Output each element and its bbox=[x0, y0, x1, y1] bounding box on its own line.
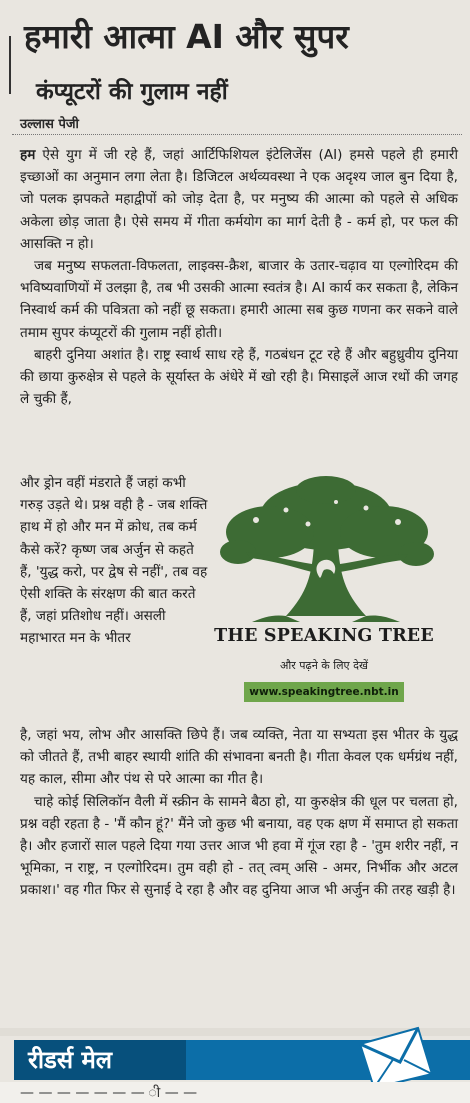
speaking-tree-promo bbox=[210, 472, 438, 722]
readers-mail-heading: रीडर्स मेल bbox=[28, 1046, 113, 1074]
headline-line-2: कंप्यूटरों की गुलाम नहीं bbox=[36, 79, 228, 105]
mail-envelope-icon bbox=[356, 1024, 436, 1090]
paragraph-1-text: ऐसे युग में जी रहे हैं, जहां आर्टिफिशियल इंटेलिजेंस (AI) हमसे पहले ही हमारी इच्छाओं का अनुमान लगा लेता है। डिजिटल अर्थव्यवस्था ने एक अदृश्य जाल बुन दिया है, जो पलक झपकते महाद्वीपों को जोड़ देता है, पर मनुष्य की आत्मा को पहले से अधिक अकेला छोड़ जाता है। ऐसे समय में गीता कर्मयोग का मार्ग देती है - कर्म हो, पर फल की आसक्ति न हो। bbox=[20, 147, 458, 252]
paragraph-1-lead: हम bbox=[20, 147, 36, 163]
article-body-bottom bbox=[20, 724, 458, 902]
paragraph-4-continued: है, जहां भय, लोभ और आसक्ति छिपे हैं। जब व्यक्ति, नेता या सभ्यता इस भीतर के युद्ध को जीतते हैं, तभी बाहर स्थायी शांति की संभावना बनती है। गीता केवल एक धर्मग्रंथ नहीं, यह काल, सीमा और पंथ से परे आत्मा का गीत है। bbox=[20, 727, 458, 788]
paragraph-3: बाहरी दुनिया अशांत है। राष्ट्र स्वार्थ साध रहे हैं, गठबंधन टूट रहे हैं और बहुध्रुवीय दुनिया की छाया कुरुक्षेत्र से पहले के सूर्यास्त के अंधेरे में खो रही है। मिसाइलें आज रथों की जगह ले चुकी हैं, bbox=[20, 346, 458, 408]
headline-side-rule bbox=[9, 36, 11, 94]
article-body-narrow-column bbox=[20, 472, 208, 650]
byline: उल्लास पेजी bbox=[20, 117, 79, 132]
promo-url[interactable]: www.speakingtree.nbt.in bbox=[244, 682, 404, 702]
tree-icon bbox=[216, 474, 436, 624]
promo-subtitle: और पढ़ने के लिए देखें bbox=[280, 659, 368, 672]
paragraph-5: चाहे कोई सिलिकॉन वैली में स्क्रीन के सामने बैठा हो, या कुरुक्षेत्र की धूल पर चलता हो, प्रश्न वही रहता है - 'मैं कौन हूं?' मैंने जो कुछ भी बनाया, वह एक क्षण में समाप्त हो सकता है। और हजारों साल पहले दिया गया उत्तर आज भी हवा में गूंज रहा है - 'तुम शरीर नहीं, न भूमिका, न राष्ट्र, न एल्गोरिदम। तुम वही हो - तत् त्वम् असि - अमर, निर्भीक और अटल प्रकाश।' वह गीत फिर से सुनाई दे रहा है और वह दुनिया आज भी अर्जुन की तरह खड़ी है। bbox=[20, 793, 458, 899]
paragraph-3-continued: और ड्रोन वहीं मंडराते हैं जहां कभी गरुड़ उड़ते थे। प्रश्न वही है - जब शक्ति हाथ में हो और मन में क्रोध, तब कर्म कैसे करें? कृष्ण जब अर्जुन से कहते हैं, 'युद्ध करो, पर द्वेष से नहीं', तब वह ऐसी शक्ति के संरक्षण की बात करते हैं, जहां प्रतिशोध नहीं। असली महाभारत मन के भीतर bbox=[20, 475, 208, 647]
promo-brand-name: THE SPEAKING TREE bbox=[214, 626, 434, 646]
article-body-top bbox=[20, 144, 458, 410]
headline-line-1: हमारी आत्मा AI और सुपर bbox=[24, 17, 349, 56]
paragraph-2: जब मनुष्य सफलता-विफलता, लाइक्स-क्रैश, बाजार के उतार-चढ़ाव या एल्गोरिदम की भविष्यवाणियों में उलझा है, तब भी उसकी आत्मा स्वतंत्र है। AI कार्य कर सकता है, लेकिन निस्वार्थ कर्म की पवित्रता को नहीं छू सकता। हमारी आत्मा सब कुछ गणना कर सकने वाले तमाम सुपर कंप्यूटरों की गुलाम नहीं होती। bbox=[20, 258, 458, 341]
next-article-cut-text: — — — — — — — ी — — bbox=[20, 1085, 198, 1101]
paragraph-1 bbox=[20, 144, 458, 255]
byline-divider bbox=[12, 134, 462, 135]
